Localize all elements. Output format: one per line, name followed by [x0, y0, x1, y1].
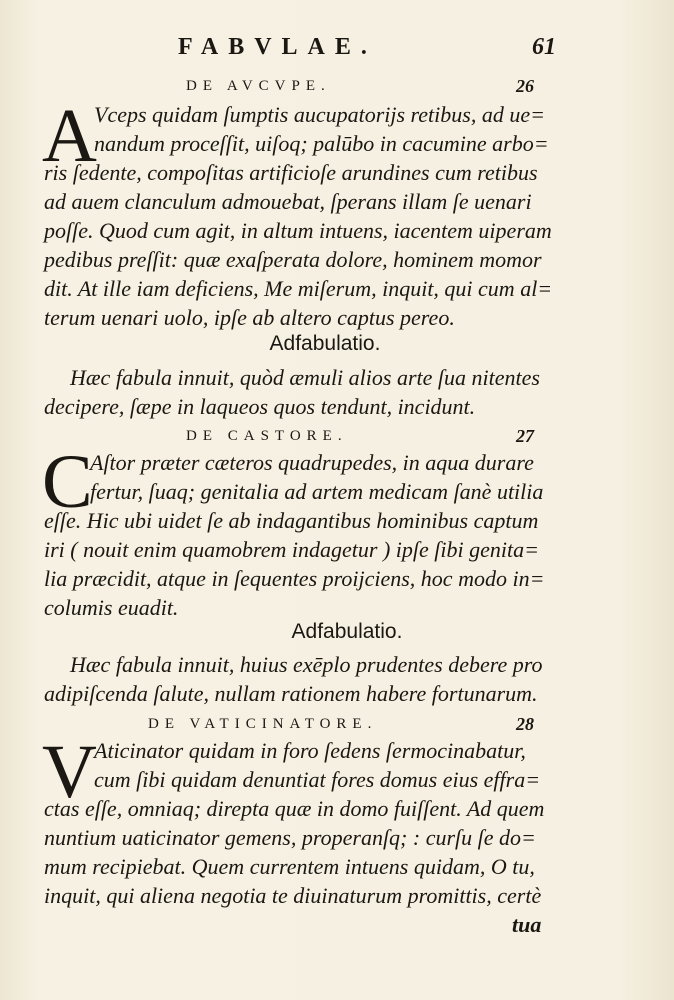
adfabulatio-heading: Adfabulatio. — [291, 620, 403, 643]
text-line: adipiſcenda ſalute, nullam rationem habere fortunarum. — [44, 681, 538, 706]
section-title: DE CASTORE. — [186, 428, 348, 444]
text-line: Aſtor præter cæteros quadrupedes, in aqua durare — [90, 450, 534, 475]
moral-text-aucupe — [44, 363, 590, 421]
section-heading-vaticinatore — [0, 714, 674, 736]
text-line: terum uenari uolo, ipſe ab altero captus pereo. — [44, 305, 455, 330]
running-title: FABVLAE. — [178, 34, 377, 60]
text-line: pedibus preſſit: quæ exaſperata dolore, hominem momor — [44, 247, 542, 272]
drop-capital: V — [42, 730, 97, 814]
section-title: DE AVCVPE. — [186, 78, 331, 94]
fable-number: 26 — [516, 76, 534, 96]
text-line: nuntium uaticinator gemens, properanſq; : curſu ſe do= — [44, 825, 536, 850]
text-line: ris ſedente, compoſitas artificioſe arundines cum retibus — [44, 160, 538, 185]
page-header — [0, 30, 674, 70]
text-line: lia præcidit, atque in ſequentes proijciens, hoc modo in= — [44, 566, 545, 591]
text-line: ctas eſſe, omniaq; direpta quæ in domo fuiſſent. Ad quem — [44, 796, 545, 821]
drop-capital: C — [42, 440, 93, 524]
text-line: ad auem clanculum admouebat, ſperans illam ſe uenari — [44, 189, 532, 214]
page-number: 61 — [532, 34, 556, 60]
text-line: Vceps quidam ſumptis aucupatorijs retibus, ad ue= — [94, 102, 545, 127]
text-line: Aticinator quidam in foro ſedens ſermocinabatur, — [94, 738, 526, 763]
moral-text-castore — [44, 650, 590, 708]
fable-number: 28 — [516, 714, 534, 734]
text-line: eſſe. Hic ubi uidet ſe ab indagantibus hominibus captum — [44, 508, 539, 533]
fable-text-vaticinatore — [42, 730, 545, 910]
text-line: nandum proceſſit, uiſoq; palūbo in cacumine arbo= — [94, 131, 549, 156]
fable-number: 27 — [516, 426, 534, 446]
text-line: columis euadit. — [44, 595, 179, 620]
section-title: DE VATICINATORE. — [148, 716, 378, 732]
section-heading-castore — [0, 426, 674, 448]
text-line: poſſe. Quod cum agit, in altum intuens, iacentem uiperam — [44, 218, 552, 243]
text-line: cum ſibi quidam denuntiat fores domus eius effra= — [94, 767, 541, 792]
catchword: tua — [512, 912, 542, 937]
text-line: Hæc fabula innuit, huius exēplo prudentes debere pro — [70, 652, 543, 677]
text-line: Hæc fabula innuit, quòd æmuli alios arte ſua nitentes — [70, 365, 540, 390]
adfabulatio-heading: Adfabulatio. — [269, 332, 381, 355]
fable-text-aucupe — [42, 94, 553, 332]
fable-text-castore — [42, 440, 545, 622]
text-line: decipere, ſæpe in laqueos quos tendunt, incidunt. — [44, 394, 476, 419]
text-line: fertur, ſuaq; genitalia ad artem medicam ſanè utilia — [90, 479, 544, 504]
section-heading-aucupe — [0, 76, 674, 98]
text-line: mum recipiebat. Quem currentem intuens quidam, O tu, — [44, 854, 535, 879]
drop-capital: A — [42, 94, 97, 178]
text-line: dit. At ille iam deficiens, Me miſerum, inquit, qui cum al= — [44, 276, 553, 301]
text-line: iri ( nouit enim quamobrem indagetur ) ipſe ſibi genita= — [44, 537, 539, 562]
text-line: inquit, qui aliena negotia te diuinaturum promittis, certè — [44, 883, 542, 908]
